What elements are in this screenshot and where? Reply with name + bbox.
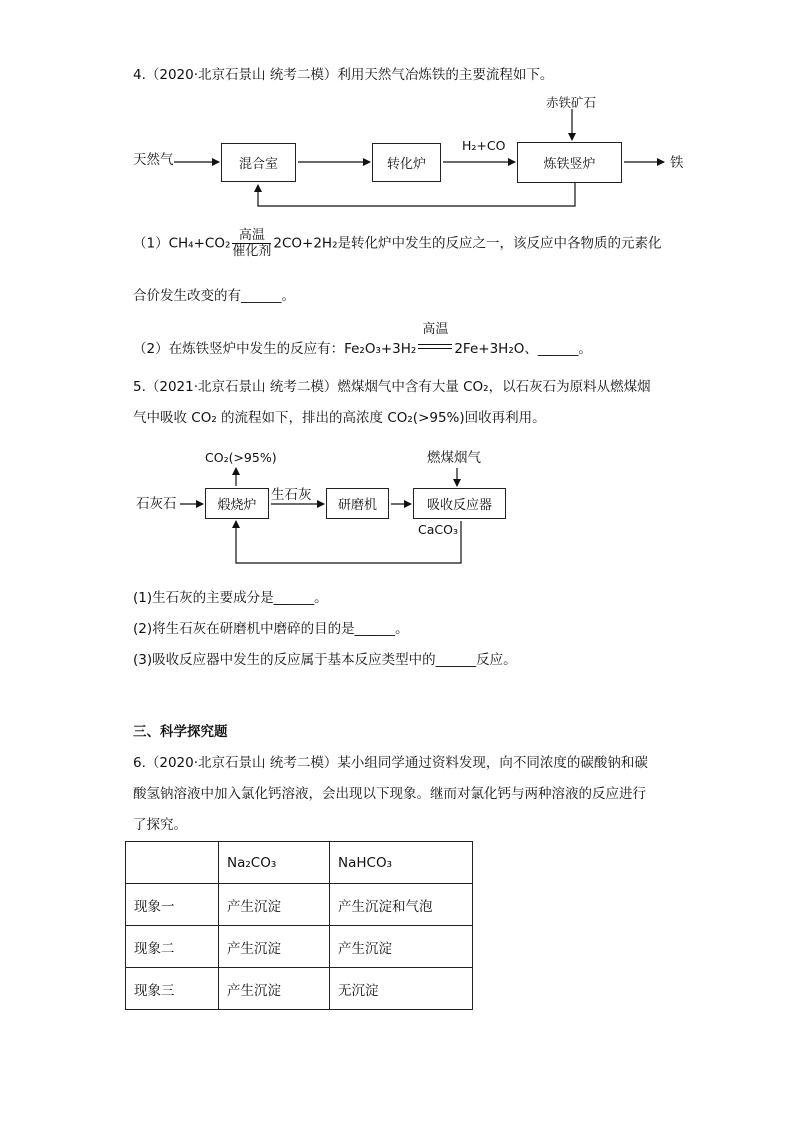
q6-line2: 酸氢钠溶液中加入氯化钙溶液，会出现以下现象。继而对氯化钙与两种溶液的反应进行 — [133, 786, 646, 802]
table-row — [126, 884, 473, 926]
q4-part2-cond-top: 高温 — [422, 322, 449, 337]
q4-part1-suffix: 2CO+2H₂是转化炉中发生的反应之一，该反应中各物质的元素化 — [273, 235, 662, 252]
q5-title-line1: 5.（2021·北京石景山 统考二模）燃煤烟气中含有大量 CO₂，以石灰石为原料从燃煤烟 — [133, 379, 651, 395]
q6-line1: 6.（2020·北京石景山 统考二模）某小组同学通过资料发现，向不同浓度的碳酸钠和碳 — [133, 755, 648, 771]
table-header-row — [126, 842, 473, 884]
q5-flue-label: 燃煤烟气 — [427, 450, 481, 466]
table-header-cell: NaHCO₃ — [330, 842, 473, 884]
table-cell: 现象一 — [126, 884, 219, 926]
q5-box-grinder-label: 研磨机 — [337, 498, 377, 513]
q4-output-label: 铁 — [670, 155, 684, 171]
q5-return-label: CaCO₃ — [418, 522, 458, 537]
q4-part2-suffix: 2Fe+3H₂O、______。 — [454, 340, 592, 357]
q4-title: 4.（2020·北京石景山 统考二模）利用天然气冶炼铁的主要流程如下。 — [133, 67, 554, 83]
q4-input-label: 天然气 — [133, 152, 174, 168]
q5-top-output-label: CO₂(>95%) — [205, 450, 277, 465]
table-cell: 无沉淀 — [330, 968, 473, 1010]
table-cell: 产生沉淀 — [219, 968, 330, 1010]
q5-part1: (1)生石灰的主要成分是______。 — [133, 590, 328, 606]
q4-box-shaft-furnace-label: 炼铁竖炉 — [543, 157, 596, 172]
q6-table — [125, 841, 473, 1010]
table-cell: 产生沉淀和气泡 — [330, 884, 473, 926]
table-cell: 产生沉淀 — [330, 926, 473, 968]
q4-gas-label: H₂+CO — [462, 138, 506, 153]
q5-part3: (3)吸收反应器中发生的反应属于基本反应类型中的______反应。 — [133, 652, 517, 668]
table-header-cell — [126, 842, 219, 884]
q4-box-mixing-room-label: 混合室 — [238, 157, 278, 172]
table-header-cell: Na₂CO₃ — [219, 842, 330, 884]
table-row — [126, 926, 473, 968]
table-cell: 产生沉淀 — [219, 926, 330, 968]
q5-part2: (2)将生石灰在研磨机中磨碎的目的是______。 — [133, 621, 409, 637]
q4-part1-line2: 合价发生改变的有______。 — [133, 288, 295, 304]
table-row — [126, 968, 473, 1010]
table-cell: 产生沉淀 — [219, 884, 330, 926]
q5-arrow-recycle — [236, 521, 461, 563]
q5-input-label: 石灰石 — [136, 496, 177, 512]
q4-box-converter-label: 转化炉 — [386, 157, 426, 172]
section-heading: 三、科学探究题 — [133, 724, 228, 740]
q5-title-line2: 气中吸收 CO₂ 的流程如下，排出的高浓度 CO₂(>95%)回收再利用。 — [133, 410, 546, 426]
q5-box-absorber-label: 吸收反应器 — [426, 498, 492, 513]
q4-part1-cond-bottom: 催化剂 — [232, 244, 272, 259]
q4-part2-prefix: （2）在炼铁竖炉中发生的反应有：Fe₂O₃+3H₂ — [133, 340, 417, 357]
table-cell: 现象二 — [126, 926, 219, 968]
q5-link-label: 生石灰 — [271, 487, 312, 503]
q6-line3: 了探究。 — [133, 817, 187, 833]
q4-part1-prefix: （1）CH₄+CO₂ — [133, 235, 231, 252]
table-cell: 现象三 — [126, 968, 219, 1010]
q4-ore-label: 赤铁矿石 — [546, 95, 597, 110]
q4-part1-cond-top: 高温 — [238, 228, 265, 243]
q5-box-calciner-label: 煅烧炉 — [217, 498, 257, 513]
